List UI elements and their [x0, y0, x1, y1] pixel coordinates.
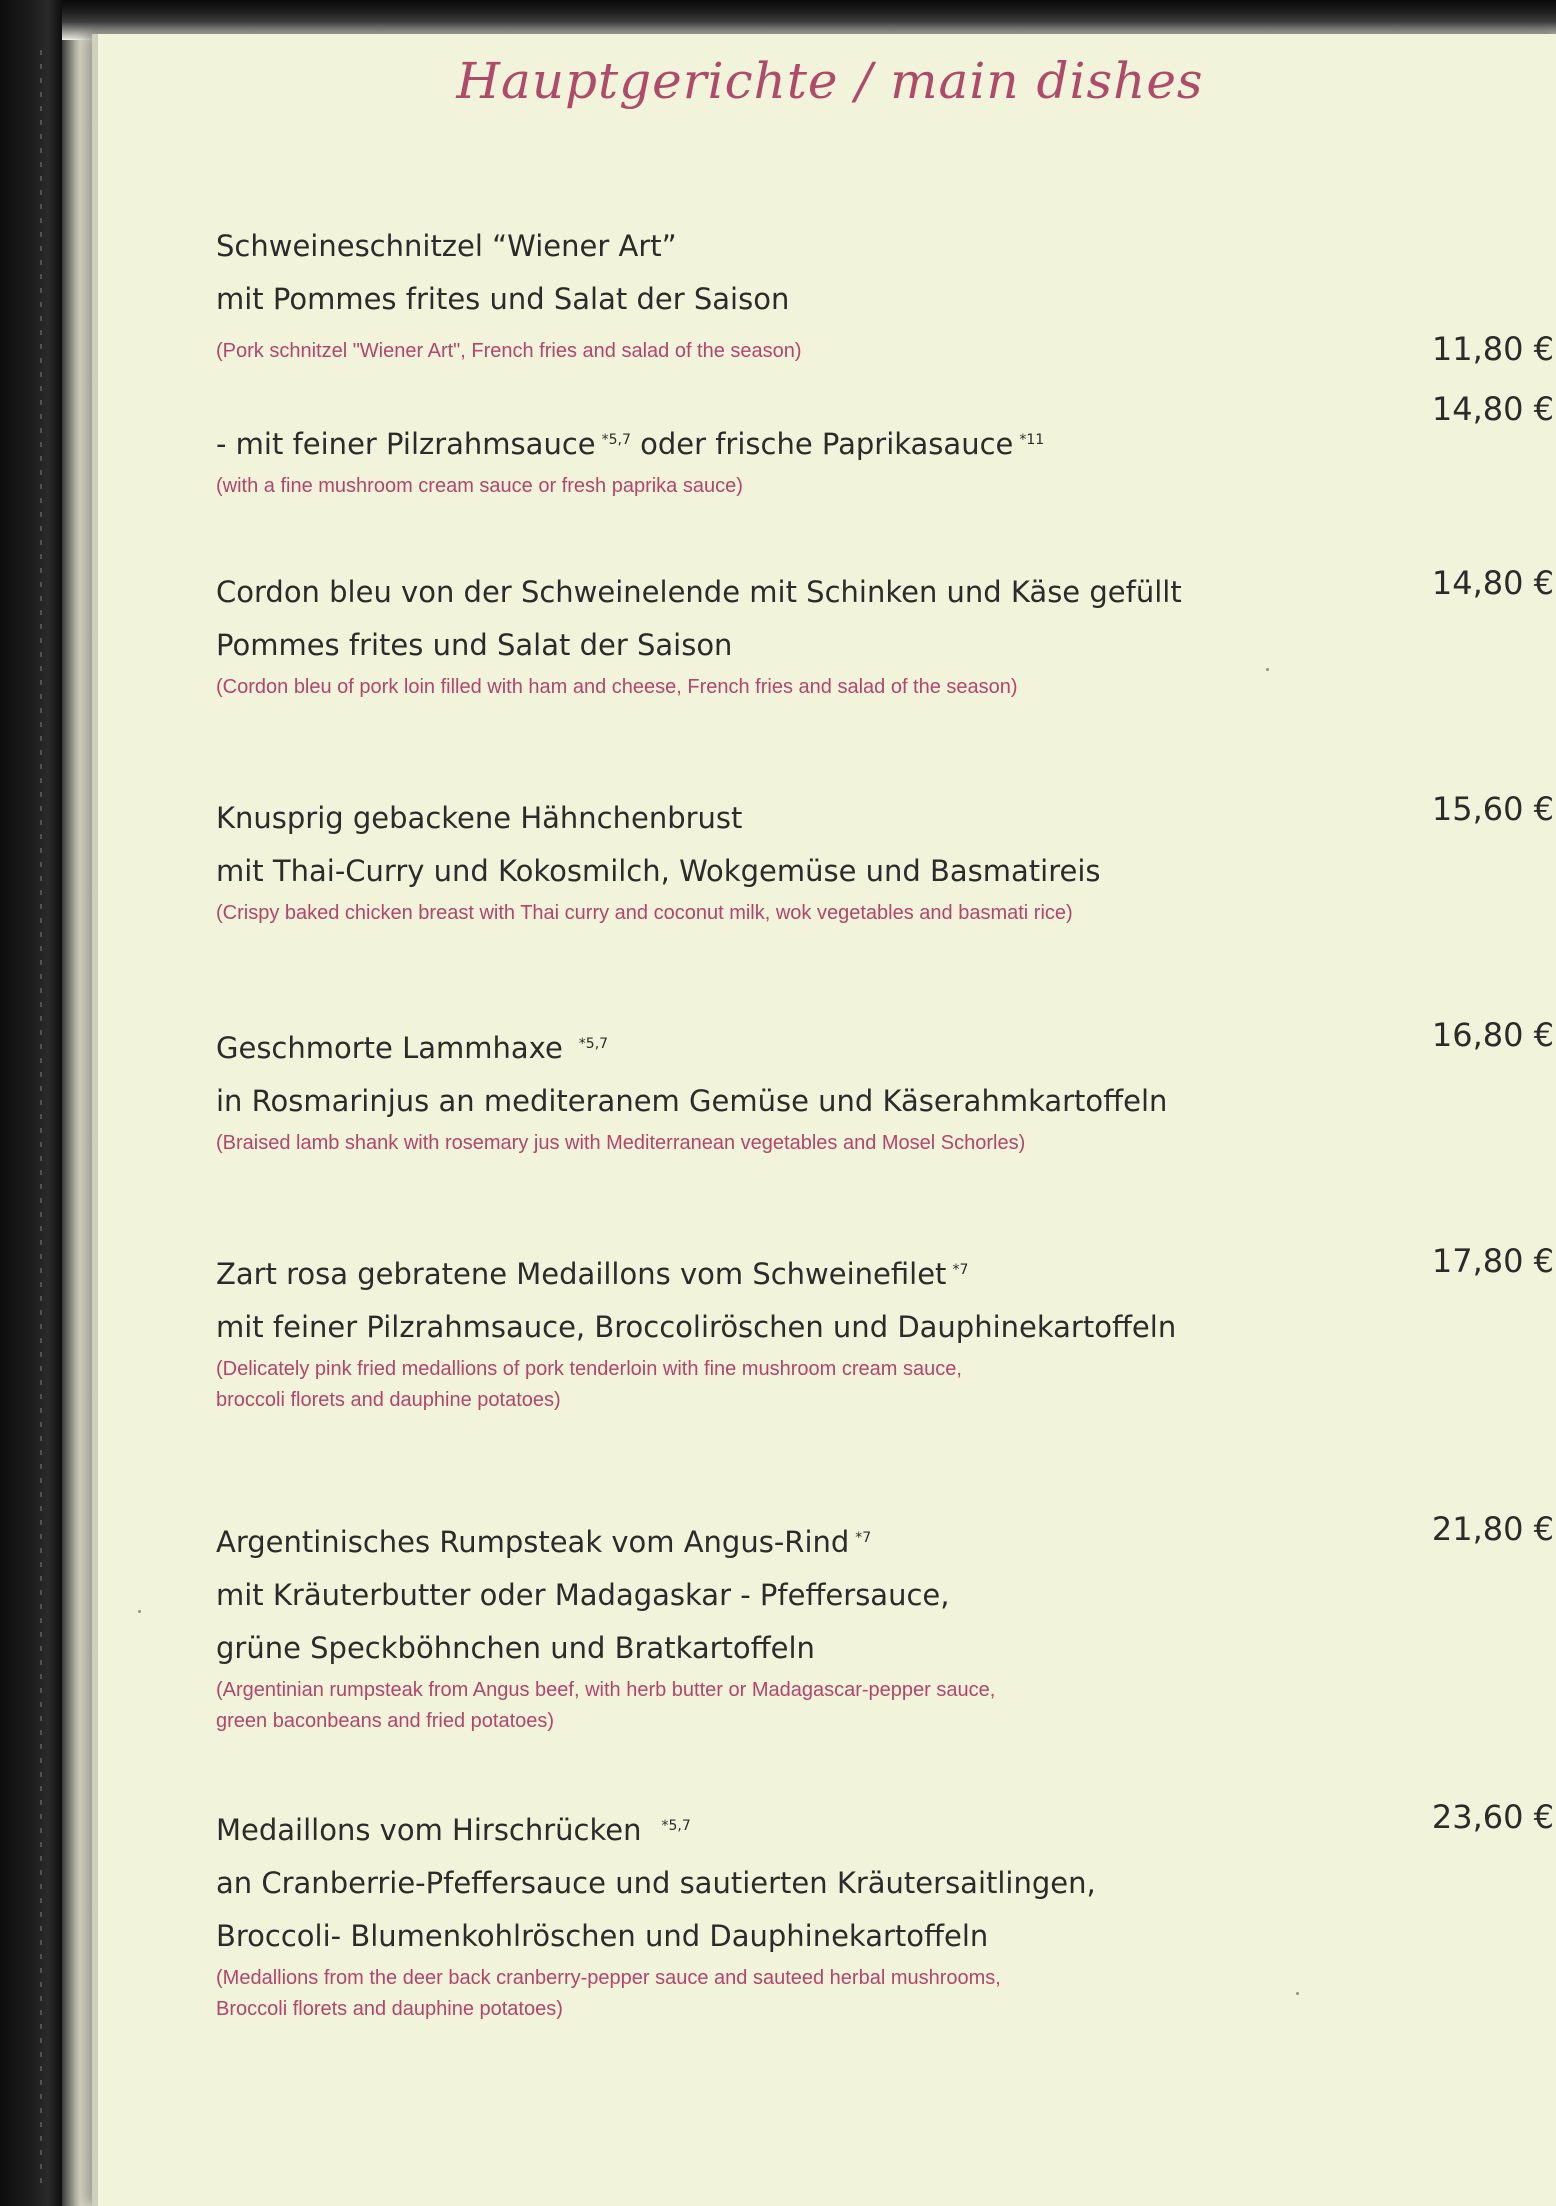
dish-lamb-shank — [216, 1018, 1516, 1159]
dish-translation: (Argentinian rumpsteak from Angus beef, with herb butter or Madagascar-pepper sauce, — [216, 1679, 996, 1701]
dish-translation: (Braised lamb shank with rosemary jus with Mediterranean vegetables and Mosel Schorles) — [216, 1132, 1026, 1154]
dish-translation: green baconbeans and fried potatoes) — [216, 1710, 555, 1732]
dish-name: Zart rosa gebratene Medaillons vom Schweinefilet — [216, 1257, 947, 1291]
allergen-note: *5,7 — [578, 1036, 609, 1052]
paper-speck — [1296, 1992, 1299, 1995]
binder-stitching — [40, 50, 42, 2190]
dish-price: 15,60 € — [1431, 790, 1554, 828]
dish-wiener-schnitzel — [216, 220, 1516, 367]
dish-description: mit Pommes frites und Salat der Saison — [216, 282, 790, 316]
dish-chicken-breast — [216, 792, 1516, 929]
dish-name-line — [216, 1800, 1516, 1857]
dish-name: Knusprig gebackene Hähnchenbrust — [216, 801, 743, 835]
allergen-note: *7 — [855, 1530, 872, 1546]
dish-name: Medaillons vom Hirschrücken — [216, 1813, 642, 1847]
dish-price: 23,60 € — [1431, 1798, 1554, 1836]
dish-price: 11,80 € — [1431, 330, 1554, 368]
paper-speck — [1266, 668, 1269, 671]
page-stack-edge — [62, 40, 92, 2206]
dish-description: grüne Speckböhnchen und Bratkartoffeln — [216, 1631, 815, 1665]
dish-cordon-bleu — [216, 566, 1516, 703]
dish-translation: (Pork schnitzel "Wiener Art", French fries and salad of the season) — [216, 340, 802, 362]
dish-name-line — [216, 1018, 1516, 1075]
paper-speck — [138, 1610, 141, 1613]
dish-venison-medallions — [216, 1800, 1516, 2025]
allergen-note: *5,7 — [601, 432, 631, 448]
option-translation: (with a fine mushroom cream sauce or fresh paprika sauce) — [216, 475, 743, 497]
dish-name: Schweineschnitzel “Wiener Art” — [216, 229, 677, 263]
dish-option-sauce — [216, 414, 1516, 502]
dish-translation: (Crispy baked chicken breast with Thai curry and coconut milk, wok vegetables and basmati rice) — [216, 902, 1073, 924]
dish-name: Cordon bleu von der Schweinelende mit Schinken und Käse gefüllt — [216, 575, 1182, 609]
dish-translation: (Medallions from the deer back cranberry-pepper sauce and sauteed herbal mushrooms, — [216, 1967, 1001, 1989]
dish-rumpsteak — [216, 1512, 1516, 1737]
dish-translation: broccoli florets and dauphine potatoes) — [216, 1389, 561, 1411]
dish-price: 16,80 € — [1431, 1016, 1554, 1054]
allergen-note: *11 — [1019, 432, 1045, 448]
dish-description: mit feiner Pilzrahmsauce, Broccoliröschen und Dauphinekartoffeln — [216, 1310, 1177, 1344]
dish-translation: Broccoli florets and dauphine potatoes) — [216, 1998, 563, 2020]
page-title: Hauptgerichte / main dishes — [456, 52, 1204, 110]
dish-translation: (Cordon bleu of pork loin filled with ham and cheese, French fries and salad of the season) — [216, 676, 1018, 698]
dish-name-line — [216, 1244, 1516, 1301]
dish-name: Argentinisches Rumpsteak vom Angus-Rind — [216, 1525, 850, 1559]
allergen-note: *7 — [952, 1262, 969, 1278]
dish-price: 14,80 € — [1431, 564, 1554, 602]
dish-description: in Rosmarinjus an mediteranem Gemüse und Käserahmkartoffeln — [216, 1084, 1168, 1118]
allergen-note: *5,7 — [661, 1818, 691, 1834]
dish-description: Broccoli- Blumenkohlröschen und Dauphinekartoffeln — [216, 1919, 989, 1953]
dish-description: an Cranberrie-Pfeffersauce und sautierten Kräutersaitlingen, — [216, 1866, 1096, 1900]
dish-description: mit Thai-Curry und Kokosmilch, Wokgemüse und Basmatireis — [216, 854, 1101, 888]
dish-translation: (Delicately pink fried medallions of pork tenderloin with fine mushroom cream sauce, — [216, 1358, 962, 1380]
dish-description: mit Kräuterbutter oder Madagaskar - Pfeffersauce, — [216, 1578, 950, 1612]
dish-pork-medallions — [216, 1244, 1516, 1416]
menu-binder — [0, 0, 62, 2206]
dish-name-line — [216, 1512, 1516, 1569]
dish-name: Geschmorte Lammhaxe — [216, 1031, 563, 1065]
option-text-mushroom: - mit feiner Pilzrahmsauce — [216, 427, 596, 461]
option-price: 14,80 € — [1431, 390, 1554, 428]
dish-price: 17,80 € — [1431, 1242, 1554, 1280]
dish-description: Pommes frites und Salat der Saison — [216, 628, 733, 662]
option-text-paprika: oder frische Paprikasauce — [640, 427, 1014, 461]
dish-price: 21,80 € — [1431, 1510, 1554, 1548]
menu-page — [92, 34, 1556, 2206]
option-line — [216, 414, 1516, 471]
